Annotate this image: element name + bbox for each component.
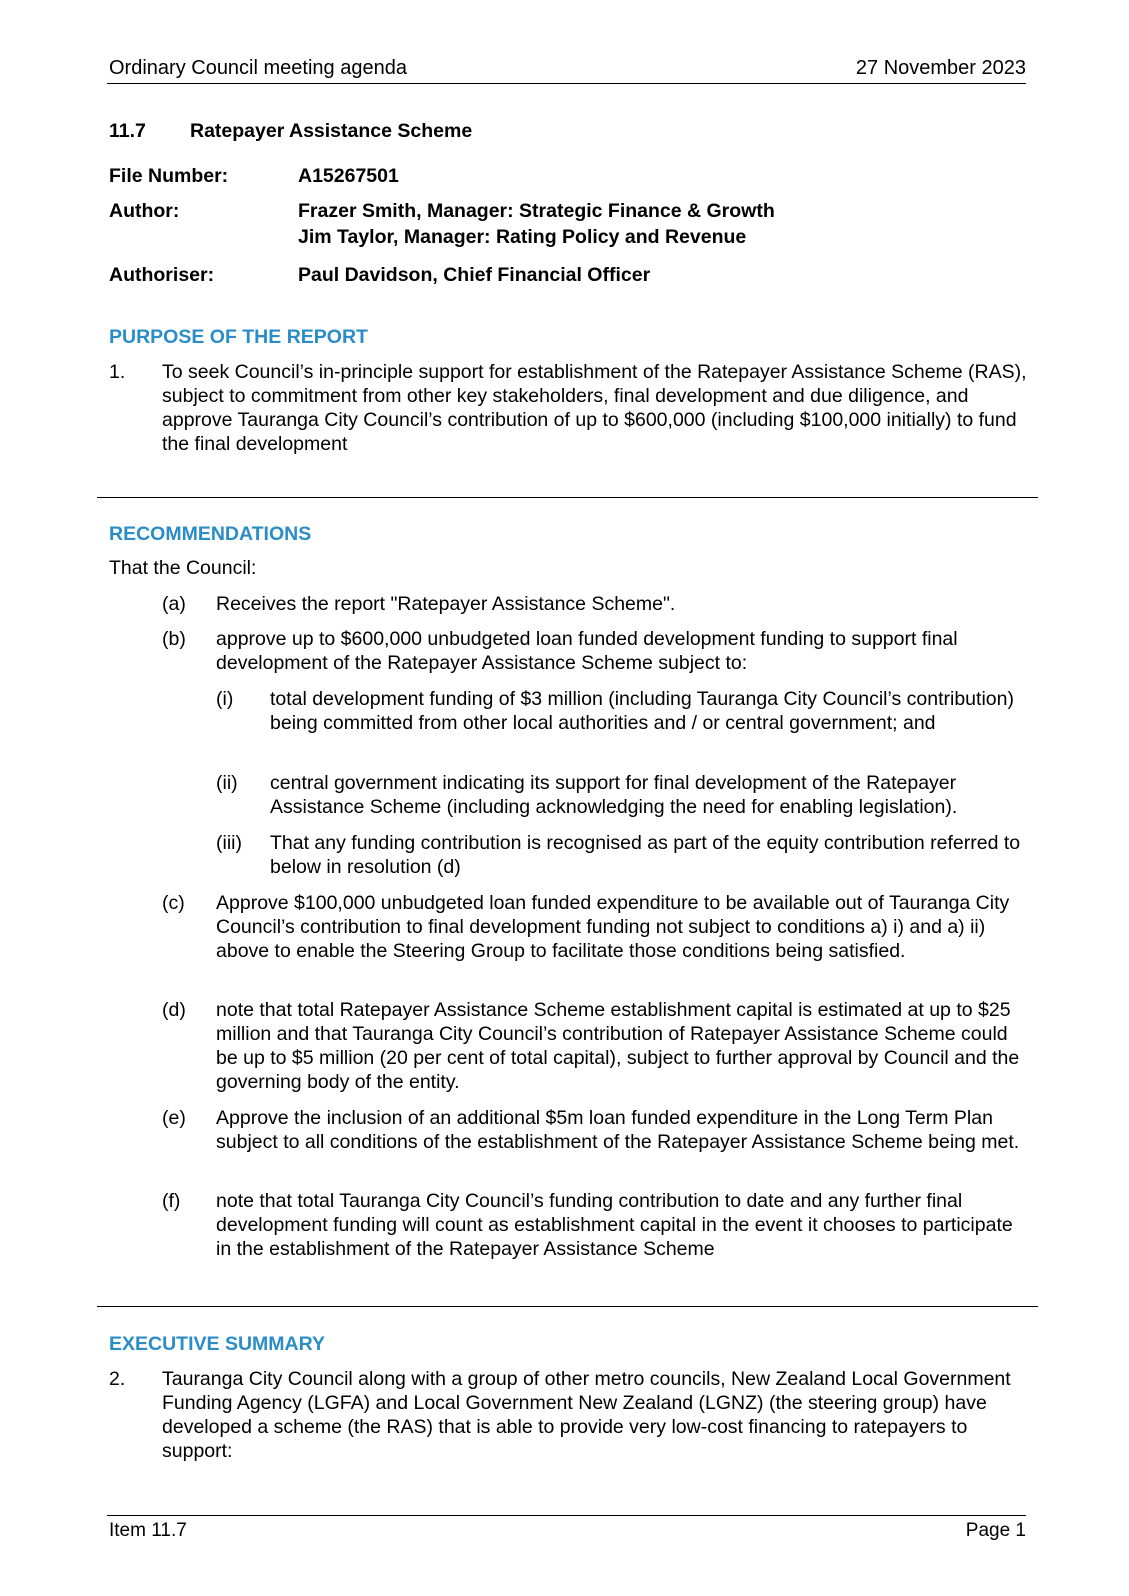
header-meeting-title: Ordinary Council meeting agenda <box>109 57 407 79</box>
item-title: Ratepayer Assistance Scheme <box>190 120 473 142</box>
footer-item-number: Item 11.7 <box>109 1520 187 1541</box>
recommendation-b-iii-label: (iii) <box>216 832 242 854</box>
executive-summary-para-text: Tauranga City Council along with a group of other metro councils, New Zealand Local Government Funding Agency (LGFA) and Local Government New Zealand (LGNZ) (the steering group) have developed a scheme (the RAS) that is able to provide very low-cost financing to ratepayers to support: <box>162 1368 1011 1462</box>
recommendation-a-text: Receives the report "Ratepayer Assistance Scheme". <box>216 593 676 615</box>
recommendation-f-text: note that total Tauranga City Council’s funding contribution to date and any further final development funding will count as establishment capital in the event it chooses to participate in the establishment of the Ratepayer Assistance Scheme <box>216 1190 1013 1260</box>
recommendations-heading: RECOMMENDATIONS <box>109 523 312 545</box>
authoriser-value: Paul Davidson, Chief Financial Officer <box>298 264 651 286</box>
recommendation-f-label: (f) <box>162 1190 181 1212</box>
footer-divider <box>107 1515 1026 1516</box>
author-value-2: Jim Taylor, Manager: Rating Policy and Revenue <box>298 226 747 248</box>
section-divider <box>97 497 1038 498</box>
authoriser-label: Authoriser: <box>109 264 215 286</box>
footer-page-number: Page 1 <box>965 1520 1026 1541</box>
recommendations-intro: That the Council: <box>109 557 257 579</box>
recommendation-d-text: note that total Ratepayer Assistance Scheme establishment capital is estimated at up to $25 million and that Tauranga City Council’s contribution of Ratepayer Assistance Scheme could be up to $5 million (20 per cent of total capital), subject to further approval by Council and the governing body of the entity. <box>216 999 1020 1093</box>
recommendation-d-label: (d) <box>162 999 186 1021</box>
file-number-value: A15267501 <box>298 165 399 187</box>
author-label: Author: <box>109 200 180 222</box>
recommendation-e-text: Approve the inclusion of an additional $5m loan funded expenditure in the Long Term Plan subject to all conditions of the establishment of the Ratepayer Assistance Scheme being met. <box>216 1107 1020 1153</box>
header-date: 27 November 2023 <box>855 57 1026 79</box>
recommendation-b-ii-label: (ii) <box>216 772 238 794</box>
author-value-1: Frazer Smith, Manager: Strategic Finance & Growth <box>298 200 775 222</box>
purpose-para-number: 1. <box>109 361 126 383</box>
section-divider <box>97 1306 1038 1307</box>
file-number-label: File Number: <box>109 165 229 187</box>
recommendation-b-i-text: total development funding of $3 million (including Tauranga City Council’s contribution) being committed from other local authorities and / or central government; and <box>270 688 1014 734</box>
purpose-heading: PURPOSE OF THE REPORT <box>109 326 368 348</box>
recommendation-b-iii-text: That any funding contribution is recognised as part of the equity contribution referred to below in resolution (d) <box>270 832 1021 878</box>
recommendation-b-ii-text: central government indicating its support for final development of the Ratepayer Assistance Scheme (including acknowledging the need for enabling legislation). <box>270 772 958 818</box>
executive-summary-heading: EXECUTIVE SUMMARY <box>109 1333 325 1355</box>
recommendation-b-label: (b) <box>162 628 186 650</box>
recommendation-b-text: approve up to $600,000 unbudgeted loan funded development funding to support final development of the Ratepayer Assistance Scheme subject to: <box>216 628 958 674</box>
recommendation-c-text: Approve $100,000 unbudgeted loan funded expenditure to be available out of Tauranga City Council’s contribution to final development funding not subject to conditions a) i) and a) ii) above to enable the Steering Group to facilitate those conditions being satisfied. <box>216 892 1010 962</box>
recommendation-e-label: (e) <box>162 1107 186 1129</box>
recommendation-b-i-label: (i) <box>216 688 234 710</box>
header-divider <box>107 83 1026 84</box>
item-number: 11.7 <box>109 120 146 142</box>
recommendation-c-label: (c) <box>162 892 185 914</box>
recommendation-a-label: (a) <box>162 593 186 615</box>
purpose-para-text: To seek Council’s in-principle support for establishment of the Ratepayer Assistance Scheme (RAS), subject to commitment from other key stakeholders, final development and due diligence, and approve Tauranga City Council’s contribution of up to $600,000 (including $100,000 initially) to fund the final development <box>162 361 1027 455</box>
executive-summary-para-number: 2. <box>109 1368 126 1390</box>
